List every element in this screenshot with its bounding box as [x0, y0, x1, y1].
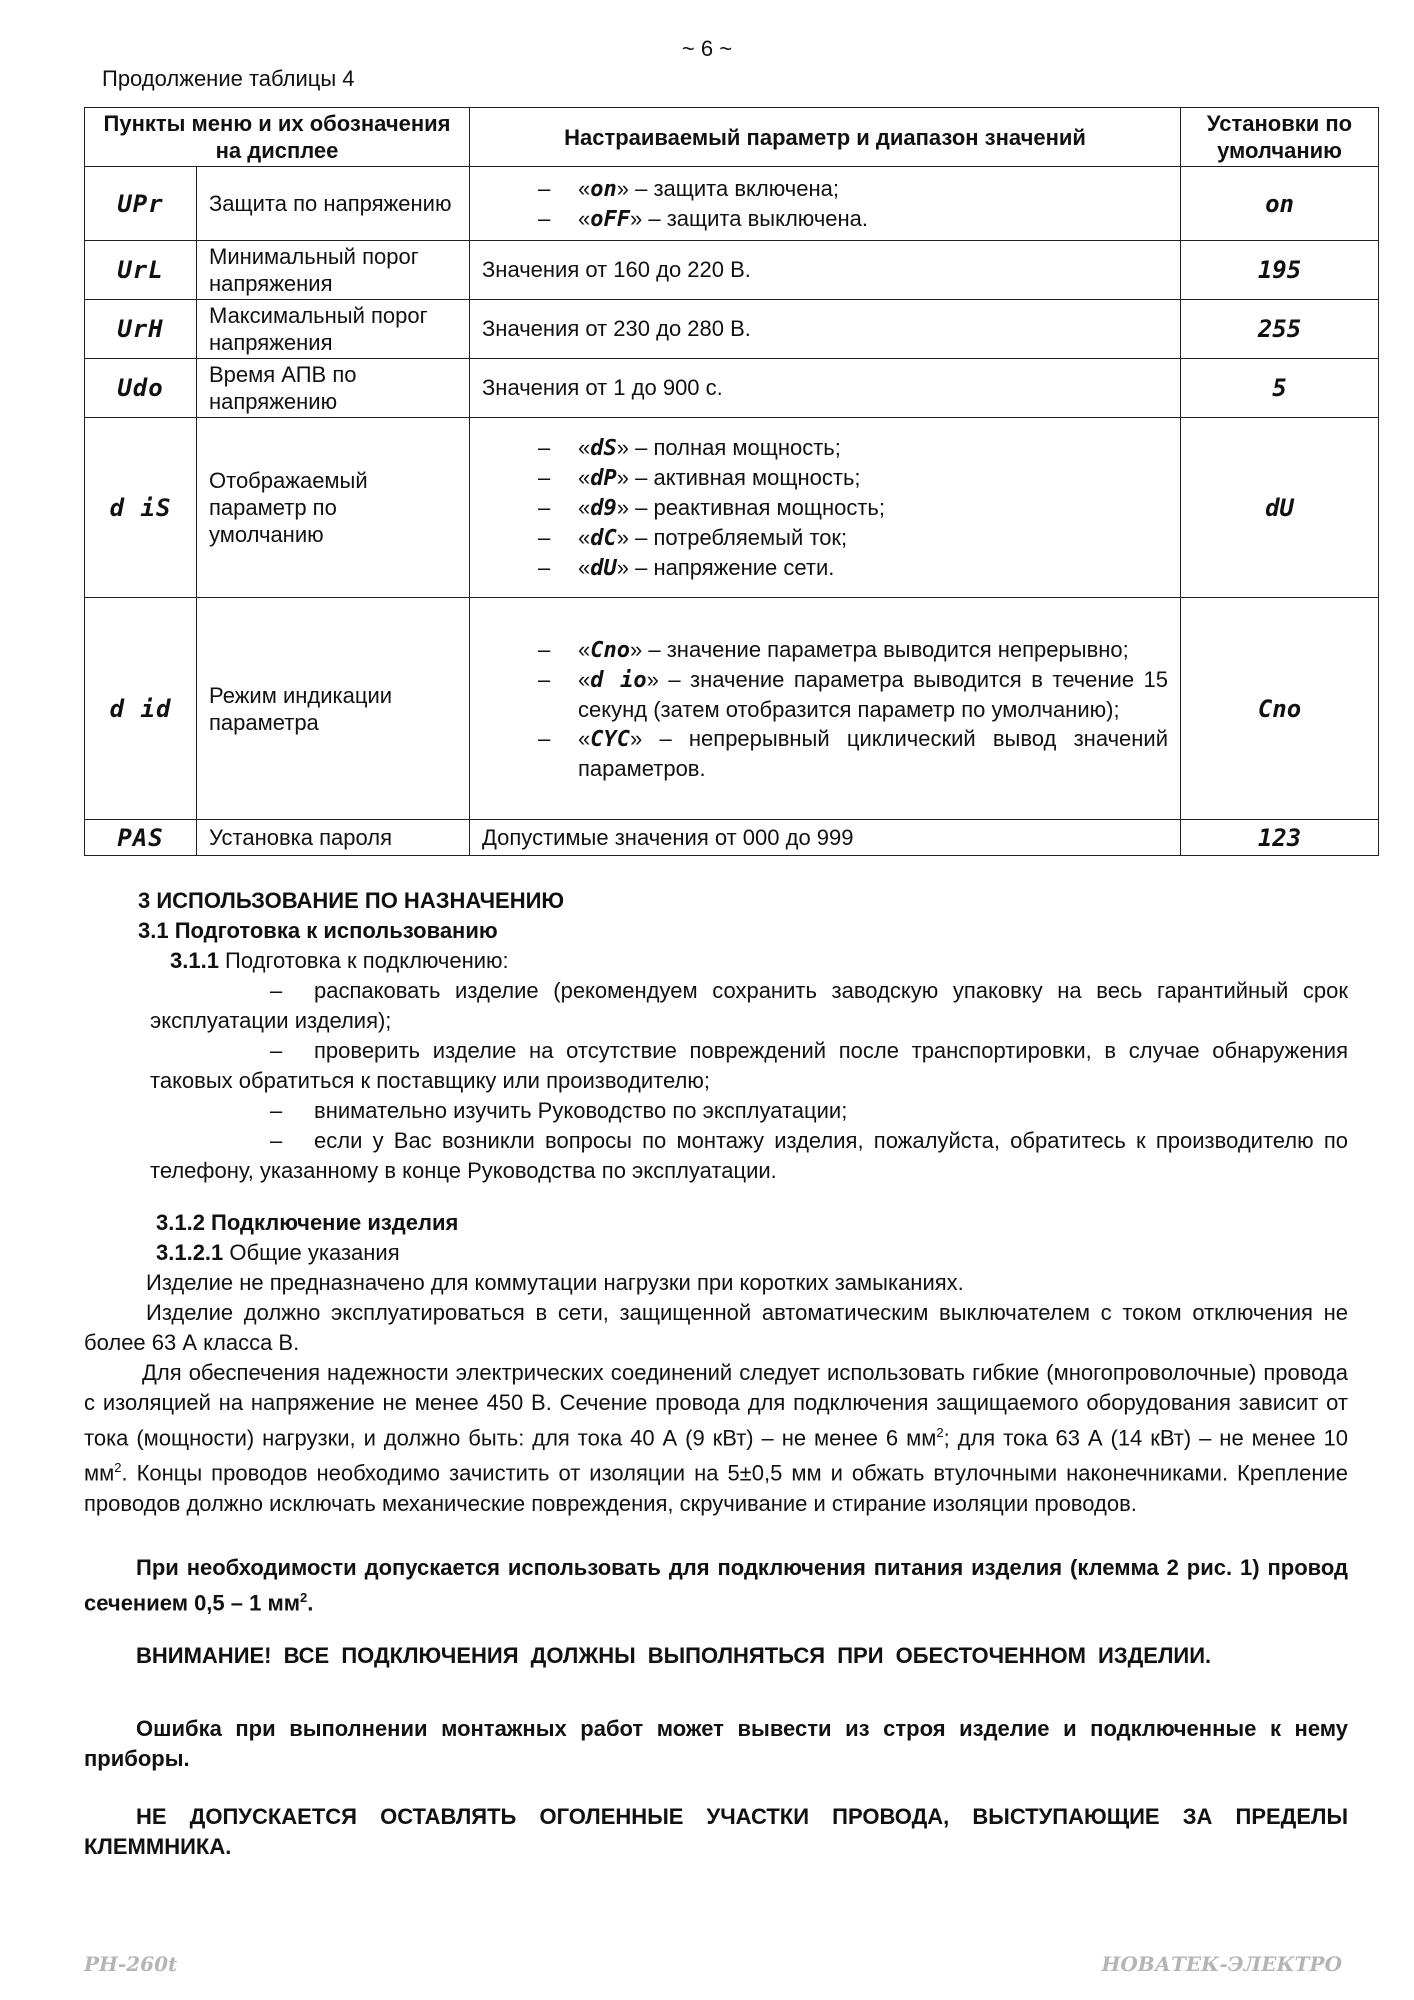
param-desc: Значения от 230 до 280 В.	[470, 300, 1181, 359]
param-desc: Значения от 160 до 220 В.	[470, 241, 1181, 300]
list-item: – «dC» – потребляемый ток;	[538, 524, 848, 551]
menu-code: UrL	[85, 241, 197, 300]
header-param: Настраиваемый параметр и диапазон значений	[470, 108, 1181, 167]
list-item: – «dP» – активная мощность;	[538, 464, 861, 491]
paragraph: Изделие должно эксплуатироваться в сети, защищенной автоматическим выключателем с током отключения не более 63 А класса B.	[84, 1300, 1348, 1355]
list-item: – «on» – защита включена;	[538, 175, 839, 202]
list-item: – «Cno» – значение параметра выводится непрерывно;	[538, 636, 1129, 663]
menu-name: Защита по напряжению	[197, 167, 470, 241]
header-default: Установки по умолчанию	[1181, 108, 1379, 167]
table-row	[85, 359, 1379, 418]
settings-table	[84, 107, 1379, 856]
menu-code: d id	[85, 598, 197, 820]
default-value: on	[1181, 167, 1379, 241]
paragraph: Изделие не предназначено для коммутации нагрузки при коротких замыканиях.	[146, 1270, 964, 1295]
list-item: – если у Вас возникли вопросы по монтажу изделия, пожалуйста, обратитесь к производителю по телефону, указанному в конце Руководства по эксплуатации.	[150, 1128, 1348, 1183]
subsection-heading: 3.1.2 Подключение изделия	[156, 1210, 459, 1235]
warning-1: ВНИМАНИЕ! ВСЕ ПОДКЛЮЧЕНИЯ ДОЛЖНЫ ВЫПОЛНЯТЬСЯ ПРИ ОБЕСТОЧЕННОМ ИЗДЕЛИИ.	[136, 1643, 1212, 1668]
list-item: – «CYC» – непрерывный циклический вывод значений параметров.	[538, 725, 1169, 781]
note-paragraph: При необходимости допускается использовать для подключения питания изделия (клемма 2 рис. 1) провод сечением 0,5 – 1 $мм^2$.	[84, 1555, 1348, 1616]
list-item: – «d9» – реактивная мощность;	[538, 494, 885, 521]
table-row	[85, 820, 1379, 856]
default-value: 255	[1181, 300, 1379, 359]
param-desc: Значения от 1 до 900 с.	[470, 359, 1181, 418]
section-3-1-2	[84, 1208, 1348, 1519]
header-menu: Пункты меню и их обозначения на дисплее	[85, 108, 470, 167]
list-item: – «dU» – напряжение сети.	[538, 554, 835, 581]
table-row	[85, 418, 1379, 598]
menu-code: PAS	[85, 820, 197, 856]
section-heading: 3 ИСПОЛЬЗОВАНИЕ ПО НАЗНАЧЕНИЮ	[138, 888, 565, 913]
warning-3: НЕ ДОПУСКАЕТСЯ ОСТАВЛЯТЬ ОГОЛЕННЫЕ УЧАСТКИ ПРОВОДА, ВЫСТУПАЮЩИЕ ЗА ПРЕДЕЛЫ КЛЕММНИКА.	[84, 1804, 1348, 1859]
menu-code: Udo	[85, 359, 197, 418]
table-row	[85, 241, 1379, 300]
page-number: ~ 6 ~	[681, 36, 733, 61]
table-caption: Продолжение таблицы 4	[102, 66, 355, 91]
table-row	[85, 598, 1379, 820]
menu-name: Время АПВ по напряжению	[197, 359, 470, 418]
param-desc	[470, 418, 1181, 598]
list-item: – «d io» – значение параметра выводится в течение 15 секунд (затем отобразится параметр по умолчанию);	[538, 666, 1169, 722]
default-value: Cno	[1181, 598, 1379, 820]
menu-name: Установка пароля	[197, 820, 470, 856]
list-item: – «oFF» – защита выключена.	[538, 205, 869, 232]
subsection-heading: 3.1 Подготовка к использованию	[138, 918, 498, 943]
warning-2: Ошибка при выполнении монтажных работ может вывести из строя изделие и подключенные к нему приборы.	[84, 1716, 1348, 1771]
menu-name: Минимальный порог напряжения	[197, 241, 470, 300]
list-item: – внимательно изучить Руководство по эксплуатации;	[270, 1098, 848, 1123]
default-value: 5	[1181, 359, 1379, 418]
table-row	[85, 300, 1379, 359]
list-item: – «dS» – полная мощность;	[538, 434, 841, 461]
param-desc	[470, 598, 1181, 820]
section-3	[84, 886, 1348, 1186]
table-header-row	[85, 108, 1379, 167]
menu-code: UPr	[85, 167, 197, 241]
list-item: – распаковать изделие (рекомендуем сохранить заводскую упаковку на весь гарантийный срок эксплуатации изделия);	[150, 978, 1348, 1033]
menu-name: Режим индикации параметра	[197, 598, 470, 820]
menu-code: d iS	[85, 418, 197, 598]
param-desc: Допустимые значения от 000 до 999	[470, 820, 1181, 856]
default-value: 195	[1181, 241, 1379, 300]
clause-3-1-1: 3.1.1 Подготовка к подключению:	[170, 948, 509, 973]
default-value: dU	[1181, 418, 1379, 598]
default-value: 123	[1181, 820, 1379, 856]
footer-model: РН-260t	[84, 1952, 178, 1976]
menu-name: Отображаемый параметр по умолчанию	[197, 418, 470, 598]
footer-brand: НОВАТЕК-ЭЛЕКТРО	[1101, 1952, 1342, 1976]
list-item: – проверить изделие на отсутствие повреждений после транспортировки, в случае обнаружения таковых обратиться к поставщику или производителю;	[150, 1038, 1348, 1093]
menu-name: Максимальный порог напряжения	[197, 300, 470, 359]
clause-3-1-2-1: 3.1.2.1 Общие указания	[156, 1240, 400, 1265]
paragraph: Для обеспечения надежности электрических соединений следует использовать гибкие (многопроволочные) провода с изоляцией на напряжение не менее 450 В. Сечение провода для подключения защищаемого оборудования зависит от тока (мощности) нагрузки, и должно быть: для тока 40 А (9 кВт) – не менее 6 $мм^2$; для тока 63 А (14 кВт) – не менее 10 $мм^2$. Концы проводов необходимо зачистить от изоляции на 5±0,5 мм и обжать втулочными наконечниками. Крепление проводов должно исключать механические повреждения, скручивание и стирание изоляции проводов.	[84, 1360, 1348, 1516]
table-row	[85, 167, 1379, 241]
param-desc	[470, 167, 1181, 241]
menu-code: UrH	[85, 300, 197, 359]
